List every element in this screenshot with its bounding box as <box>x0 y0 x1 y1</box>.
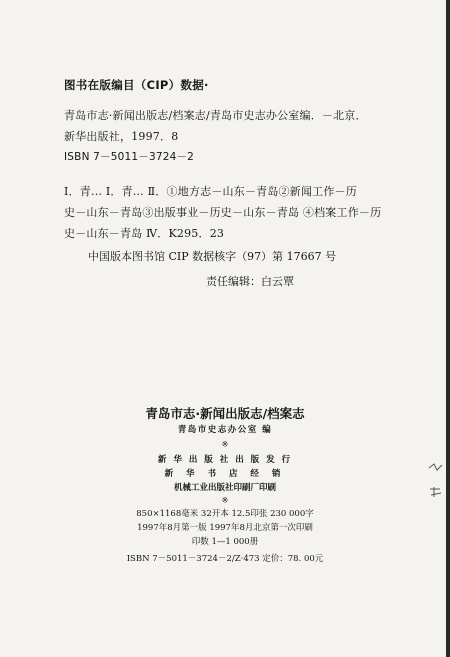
cip-subject-line-1: Ⅰ．青… Ⅰ．青… Ⅱ．①地方志－山东－青岛②新闻工作－历 <box>64 185 357 198</box>
cip-line-2: 新华出版社，1997．8 <box>64 130 179 143</box>
cip-line-1: 青岛市志·新闻出版志/档案志/青岛市史志办公室编．－北京． <box>64 109 367 122</box>
bleed-through-mark <box>428 462 444 474</box>
publisher-line: 新 华 出 版 社 出 版 发 行 <box>157 455 293 465</box>
scan-edge-line <box>446 0 450 657</box>
separator-star-2: ※ <box>221 496 229 505</box>
book-author: 青岛市史志办公室 编 <box>177 425 273 435</box>
cip-heading: 图书在版编目（CIP）数据· <box>64 78 209 92</box>
bleed-through-mark <box>428 486 444 498</box>
separator-star: ※ <box>221 440 229 449</box>
cip-subject-line-2: 史－山东－青岛③出版事业－历史－山东－青岛 ④档案工作－历 <box>64 206 382 219</box>
book-title: 青岛市志·新闻出版志/档案志 <box>145 406 305 421</box>
edition-info: 1997年8月第一版 1997年8月北京第一次印刷 <box>137 523 313 533</box>
printer-line: 机械工业出版社印刷厂印刷 <box>173 483 276 493</box>
format-spec: 850×1168毫米 32开本 12.5印张 230 000字 <box>136 509 314 519</box>
print-run: 印数 1—1 000册 <box>191 537 259 547</box>
cip-isbn: ISBN 7－5011－3724－2 <box>64 151 195 163</box>
isbn-price: ISBN 7－5011－3724－2/Z·473 定价：78. 00元 <box>126 554 324 564</box>
cip-record-number: 中国版本图书馆 CIP 数据核字（97）第 17667 号 <box>88 250 337 263</box>
distributor-line: 新 华 书 店 经 销 <box>164 469 286 479</box>
responsible-editor: 责任编辑：白云覃 <box>206 275 294 288</box>
cip-subject-line-3: 史－山东－青岛 Ⅳ．K295．23 <box>64 227 225 240</box>
